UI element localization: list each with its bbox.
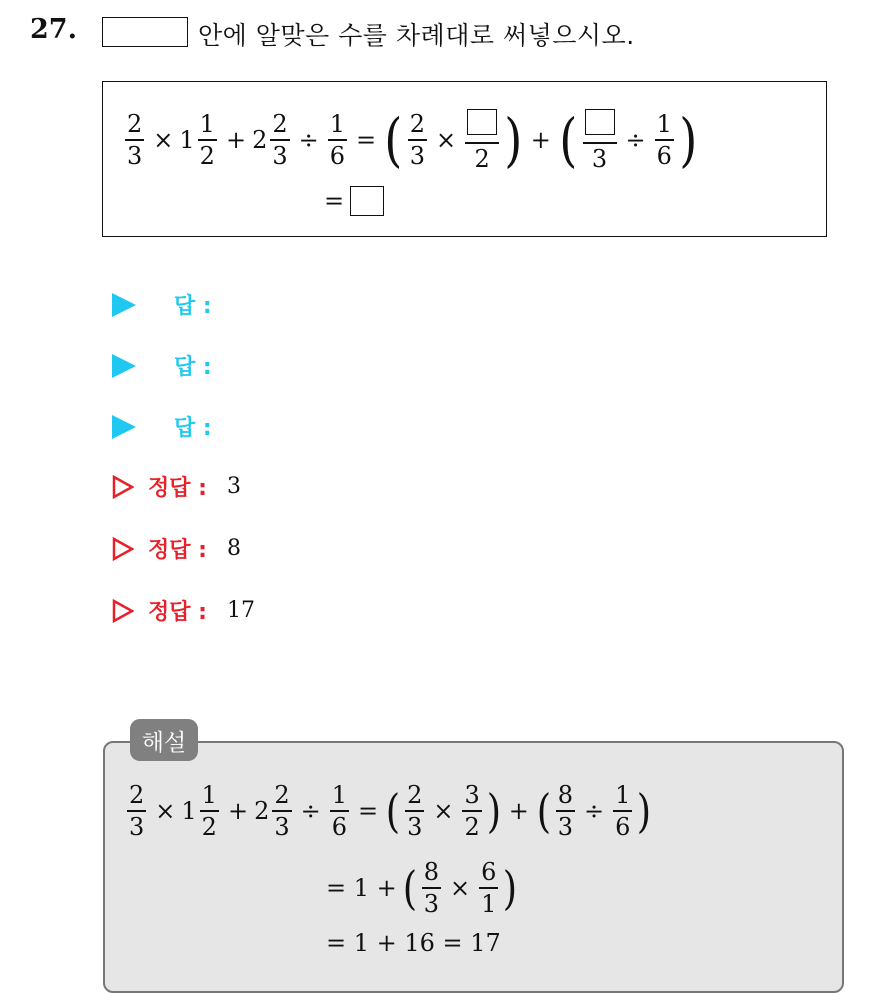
divide-sign: ÷ [625,126,646,154]
correct-answer-row-1 [112,471,241,502]
times-sign: × [433,797,454,825]
left-paren: ( [536,784,551,838]
question-text: 안에 알맞은 수를 차례대로 써넣으시오. [198,21,635,50]
answer-blank-box [102,17,188,47]
fraction: $\frac{8}{3}$ [423,858,439,918]
correct-answer-row-2 [112,533,241,564]
answer-row-2 [112,350,212,381]
correct-answer-value: 17 [226,598,255,623]
times-sign: × [436,126,457,154]
outline-triangle-icon [112,537,134,561]
divide-sign: ÷ [300,797,321,825]
explanation-line-3 [326,928,501,958]
fraction: $\frac{1}{6}$ [331,781,348,841]
play-triangle-icon [112,415,136,439]
problem-equation-result [324,184,384,218]
play-triangle-icon [112,293,136,317]
fraction-blank-numerator: 3 [583,109,617,171]
right-paren: ) [504,106,523,174]
equals-sign: = [324,187,345,215]
fraction: $\frac{1}{2}$ [201,781,217,841]
right-paren: ) [486,784,501,838]
divide-sign: ÷ [584,797,605,825]
explanation-tab: 해설 [130,719,198,761]
explanation-line-1 [124,776,653,846]
divide-sign: ÷ [298,126,319,154]
fraction: $\frac{2}{3}$ [272,110,288,170]
right-paren: ) [679,106,698,174]
times-sign: × [153,126,174,154]
correct-answer-row-3 [112,595,255,626]
mixed-whole: 2 [252,126,268,154]
problem-equation [122,100,700,180]
answer-label: 답 : [174,416,212,441]
plus-sign: + [530,126,551,154]
outline-triangle-icon [112,475,134,499]
outline-triangle-icon [112,599,134,623]
left-paren: ( [384,106,403,174]
right-paren: ) [503,861,518,915]
times-sign: × [449,874,471,902]
play-triangle-icon [112,354,136,378]
fraction: $\frac{1}{6}$ [656,110,672,170]
answer-label: 답 : [174,355,212,380]
right-paren: ) [637,784,652,838]
fraction: $\frac{1}{6}$ [329,110,346,170]
question-number: 27. [30,14,77,45]
answer-label: 답 : [174,294,212,319]
mixed-whole: 2 [254,797,270,825]
fraction: $\frac{2}{3}$ [409,110,426,170]
times-sign: × [155,797,176,825]
fraction: $\frac{8}{3}$ [557,781,574,841]
expression-prefix: = 1 + [326,874,397,902]
plus-sign: + [508,797,529,825]
explanation-line-2 [326,853,519,923]
fraction-blank-numerator: 2 [465,109,499,171]
correct-answer-label: 정답 : [148,538,207,563]
mixed-whole: 1 [181,797,197,825]
left-paren: ( [559,106,578,174]
equals-sign: = [358,797,379,825]
blank-box-1[interactable] [467,109,497,135]
equals-sign: = [356,126,377,154]
fraction: $\frac{2}{3}$ [127,110,143,170]
correct-answer-value: 3 [226,474,241,499]
fraction: $\frac{2}{3}$ [274,781,290,841]
fraction: $\frac{6}{1}$ [481,858,497,918]
fraction: $\frac{2}{3}$ [407,781,423,841]
answer-row-3 [112,411,212,442]
answer-row-1 [112,289,212,320]
fraction: $\frac{1}{2}$ [199,110,215,170]
correct-answer-label: 정답 : [148,600,207,625]
expression-result: = 1 + 16 = 17 [326,929,501,957]
fraction: $\frac{2}{3}$ [129,781,145,841]
plus-sign: + [227,797,249,825]
blank-box-2[interactable] [585,109,615,135]
left-paren: ( [402,861,417,915]
blank-box-3[interactable] [350,186,384,216]
fraction: $\frac{1}{6}$ [615,781,631,841]
plus-sign: + [225,126,247,154]
left-paren: ( [385,784,401,838]
fraction: $\frac{3}{2}$ [464,781,480,841]
correct-answer-label: 정답 : [148,476,207,501]
correct-answer-value: 8 [226,536,241,561]
mixed-whole: 1 [179,126,195,154]
